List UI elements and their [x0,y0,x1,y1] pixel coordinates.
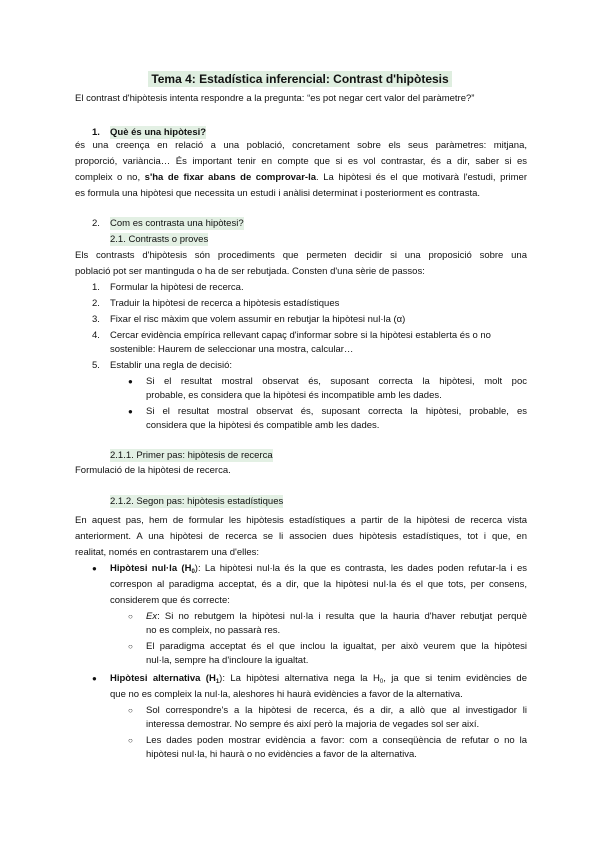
evidence-line-1: Les dades poden mostrar evidència a favor: com a conseqüència de refutar o no la [146,735,527,746]
section-1-number: 1. [92,127,100,138]
section-2-number: 2. [92,218,100,229]
step-1-text: Formular la hipòtesi de recerca. [110,282,244,293]
paradigm-line-1: El paradigma acceptat és el que inclou la igualtat, per això veurem que la hipòtesi [146,641,527,652]
example-line-2: no es compleix, no passarà res. [146,625,281,636]
step-2-text: Traduir la hipòtesi de recerca a hipòtesis estadístiques [110,298,340,309]
step-5-number: 5. [92,360,100,371]
h1-line-1: Hipòtesi alternativa $(H_1)$: La hipòtesi alternativa nega la $H_0$, ja que si tenim evidències de [110,673,527,685]
s212-line-1: En aquest pas, hem de formular les hipòtesis estadístiques a partir de la hipòtesi de recerca vista [75,515,527,526]
bullet-circle-icon: ○ [128,706,133,715]
example-line-1: Ex: Si no rebutgem la hipòtesi nul·la i resulta que la hauria d'haver rebutjat perquè [146,611,527,622]
bullet-dot-icon: ● [128,377,133,386]
bullet-dot-icon: ● [92,674,97,683]
rule-2-line-1: Si el resultat mostral observat és, suposant correcta la hipòtesi, probable, es [146,406,527,417]
s212-line-3: realitat, només en contrastarem una d'elles: [75,547,259,558]
step-1-number: 1. [92,282,100,293]
section-1-heading: Què és una hipòtesi? [110,127,207,138]
intro-text: El contrast d'hipòtesis intenta respondre a la pregunta: “es pot negar cert valor del paràmetre?” [75,93,475,104]
evidence-line-2: hipòtesi nul·la, hi haurà o no evidències a favor de la alternativa. [146,749,417,760]
bullet-circle-icon: ○ [128,642,133,651]
rule-1-line-1: Si el resultat mostral observat és, suposant correcta la hipòtesi, molt poc [146,376,527,387]
h1-line-2: que no es compleix la nul·la, aleshores hi haurà evidències a favor de la alternativa. [110,689,463,700]
step-4-text: Cercar evidència empírica rellevant capaç d'informar sobre si la hipòtesi establerta és o no [110,330,491,341]
s2-line-1: Els contrasts d'hipòtesis són procediments que permeten decidir si una proposició sobre una [75,250,527,261]
s1-line-1: és una creença en relació a una població, concretament sobre els seus paràmetres: mitjana, [75,140,527,151]
bullet-dot-icon: ● [128,407,133,416]
paradigm-line-2: nul·la, sempre ha d'incloure la igualtat. [146,655,309,666]
subsection-2-1-1-heading: 2.1.1. Primer pas: hipòtesis de recerca [110,450,273,461]
step-2-number: 2. [92,298,100,309]
h0-line-3: considerem que és correcte: [110,595,230,606]
research-line-1: Sol correspondre's a la hipòtesi de recerca, és a dir, a allò que al investigador li [146,705,527,716]
s212-line-2: anteriorment. A una hipòtesi de recerca se li associen dues hipòtesis estadístiques, tot i que, en [75,531,527,542]
s1-line-3: compleix o no, s'ha de fixar abans de comprovar-la. La hipòtesi és el que motivarà l'estudi, primer [75,172,527,183]
s2-line-2: població pot ser mantinguda o ha de ser rebutjada. Consten d'una sèrie de passos: [75,266,425,277]
research-line-2: interessa demostrar. No sempre és així però la majoria de vegades sol ser així. [146,719,480,730]
rule-1-line-2: probable, es considera que la hipòtesi és incompatible amb les dades. [146,390,442,401]
h0-line-2: correspon al paradigma acceptat, és a dir, que la hipòtesi nul·la és el que tots, per consens, [110,579,527,590]
step-4-text-cont: sostenible: Haurem de seleccionar una mostra, calcular… [110,344,354,355]
subsection-2-1-heading: 2.1. Contrasts o proves [110,234,209,245]
bullet-circle-icon: ○ [128,612,133,621]
rule-2-line-2: considera que la hipòtesi és compatible amb les dades. [146,420,380,431]
step-3-number: 3. [92,314,100,325]
s211-text: Formulació de la hipòtesi de recerca. [75,465,231,476]
step-4-number: 4. [92,330,100,341]
h0-line-1: Hipòtesi nul·la $(H_0)$: La hipòtesi nul·la és la que es contrasta, les dades poden refutar-la i es [110,563,527,575]
section-2-heading: Com es contrasta una hipòtesi? [110,218,244,229]
bullet-circle-icon: ○ [128,736,133,745]
step-5-text: Establir una regla de decisió: [110,360,232,371]
s1-line-2: proporció, variància… És important tenir en compte que si es vol contrastar, és a dir, saber si es [75,156,527,167]
bullet-dot-icon: ● [92,564,97,573]
s1-line-4: es formula una hipòtesi que necessita un estudi i anàlisi determinat i posteriorment es contrasta. [75,188,481,199]
step-3-text: Fixar el risc màxim que volem assumir en rebutjar la hipòtesi nul·la (α) [110,314,406,325]
page-title: Tema 4: Estadística inferencial: Contrast d'hipòtesis [0,73,600,86]
subsection-2-1-2-heading: 2.1.2. Segon pas: hipòtesis estadístiques [110,496,284,507]
